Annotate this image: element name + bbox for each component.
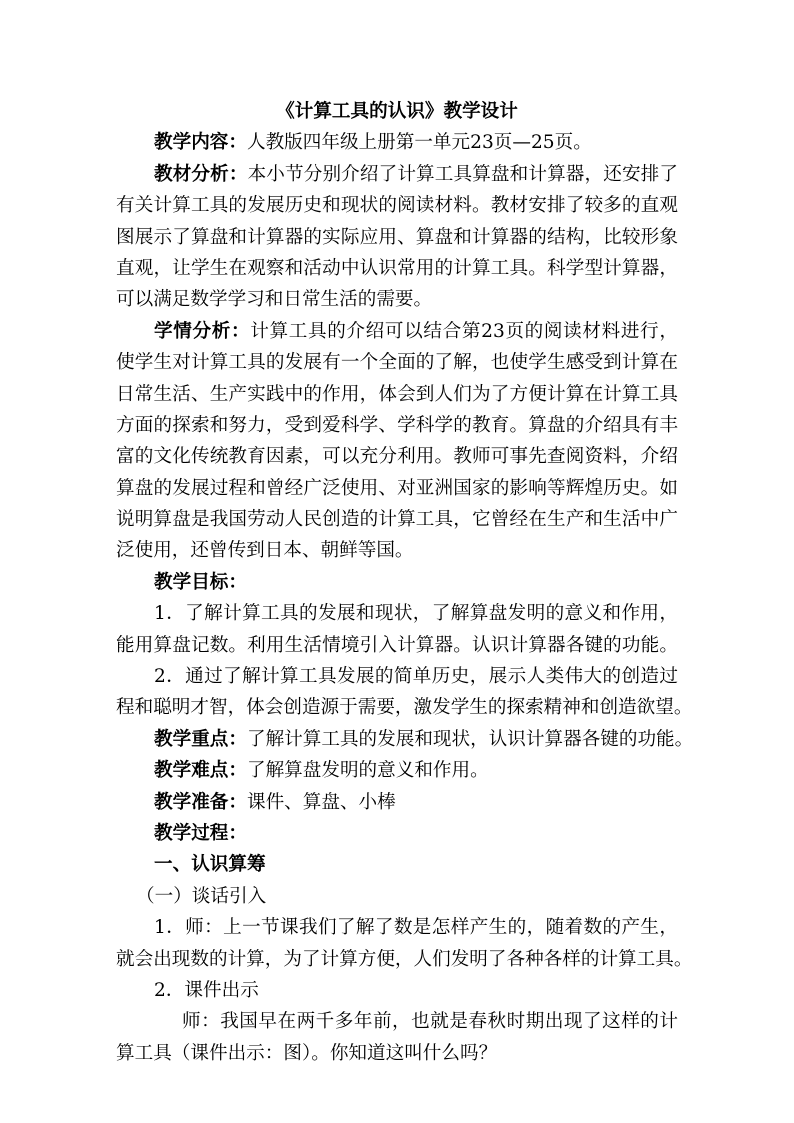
step-1-line-1: 1．师：上一节课我们了解了数是怎样产生的，随着数的产生， [154, 917, 678, 939]
goal-2-line-2: 程和聪明才智，体会创造源于需要，激发学生的探索精神和创造欲望。 [116, 697, 693, 719]
difficulty-label: 教学难点： [154, 760, 247, 782]
student-analysis-line-3: 日常生活、生产实践中的作用，体会到人们为了方便计算在计算工具 [116, 383, 678, 405]
student-analysis-line-5: 富的文化传统教育因素，可以充分利用。教师可事先查阅资料，介绍 [116, 446, 678, 468]
material-analysis-label: 教材分析： [154, 163, 248, 185]
teaching-content-text: 人教版四年级上册第一单元23页—25页。 [246, 132, 592, 154]
preparation-label: 教学准备： [154, 791, 247, 813]
student-analysis-line-1 [116, 316, 678, 347]
document-title: 《计算工具的认识》教学设计 [276, 101, 518, 122]
teaching-content-label: 教学内容： [154, 132, 247, 154]
material-analysis-line-1 [116, 159, 678, 190]
teaching-content-paragraph [116, 127, 678, 158]
key-points-text: 了解计算工具的发展和现状，认识计算器各键的功能。 [246, 728, 694, 750]
preparation-paragraph [116, 787, 678, 818]
preparation-text: 课件、算盘、小棒 [246, 791, 396, 813]
goal-2-line-1: 2．通过了解计算工具发展的简单历史，展示人类伟大的创造过 [154, 666, 678, 688]
student-analysis-text: 计算工具的介绍可以结合第23页的阅读材料进行， [250, 320, 678, 342]
key-points-label: 教学重点： [154, 728, 247, 750]
step-2-heading: 2．课件出示 [154, 979, 259, 1001]
student-analysis-line-2: 使学生对计算工具的发展有一个全面的了解，也使学生感受到计算在 [116, 352, 678, 374]
teaching-process-label: 教学过程： [154, 822, 247, 844]
material-analysis-line-2: 有关计算工具的发展历史和现状的阅读材料。教材安排了较多的直观 [116, 195, 678, 217]
section-1-heading: 一、认识算筹 [154, 854, 266, 876]
student-analysis-line-4: 方面的探索和努力，受到爱科学、学科学的教育。算盘的介绍具有丰 [116, 414, 678, 436]
material-analysis-text: 本小节分别介绍了计算工具算盘和计算器，还安排了 [247, 163, 678, 185]
difficulty-text: 了解算盘发明的意义和作用。 [246, 760, 489, 782]
step-1-line-2: 就会出现数的计算，为了计算方便，人们发明了各种各样的计算工具。 [116, 948, 693, 970]
student-analysis-line-7: 说明算盘是我国劳动人民创造的计算工具，它曾经在生产和生活中广 [116, 509, 678, 531]
student-analysis-label: 学情分析： [154, 320, 251, 342]
goal-1-line-2: 能用算盘记数。利用生活情境引入计算器。认识计算器各键的功能。 [116, 634, 678, 656]
document-page [116, 96, 694, 1069]
goal-1-line-1: 1．了解计算工具的发展和现状，了解算盘发明的意义和作用， [154, 603, 678, 625]
teacher-line-2: 算工具（课件出示：图）。你知道这叫什么吗？ [116, 1042, 498, 1064]
subsection-1-heading: （一）谈话引入 [136, 885, 267, 907]
teaching-goals-label: 教学目标： [154, 571, 247, 593]
difficulty-paragraph [116, 755, 678, 786]
material-analysis-line-5: 可以满足数学学习和日常生活的需要。 [116, 289, 433, 311]
material-analysis-line-3: 图展示了算盘和计算器的实际应用、算盘和计算器的结构，比较形象 [116, 226, 678, 248]
material-analysis-line-4: 直观，让学生在观察和活动中认识常用的计算工具。科学型计算器， [116, 257, 678, 279]
teacher-line-1: 师：我国早在两千多年前，也就是春秋时期出现了这样的计 [182, 1011, 678, 1033]
student-analysis-line-6: 算盘的发展过程和曾经广泛使用、对亚洲国家的影响等辉煌历史。如 [116, 477, 678, 499]
student-analysis-line-8: 泛使用，还曾传到日本、朝鲜等国。 [116, 540, 414, 562]
key-points-paragraph [116, 724, 694, 755]
